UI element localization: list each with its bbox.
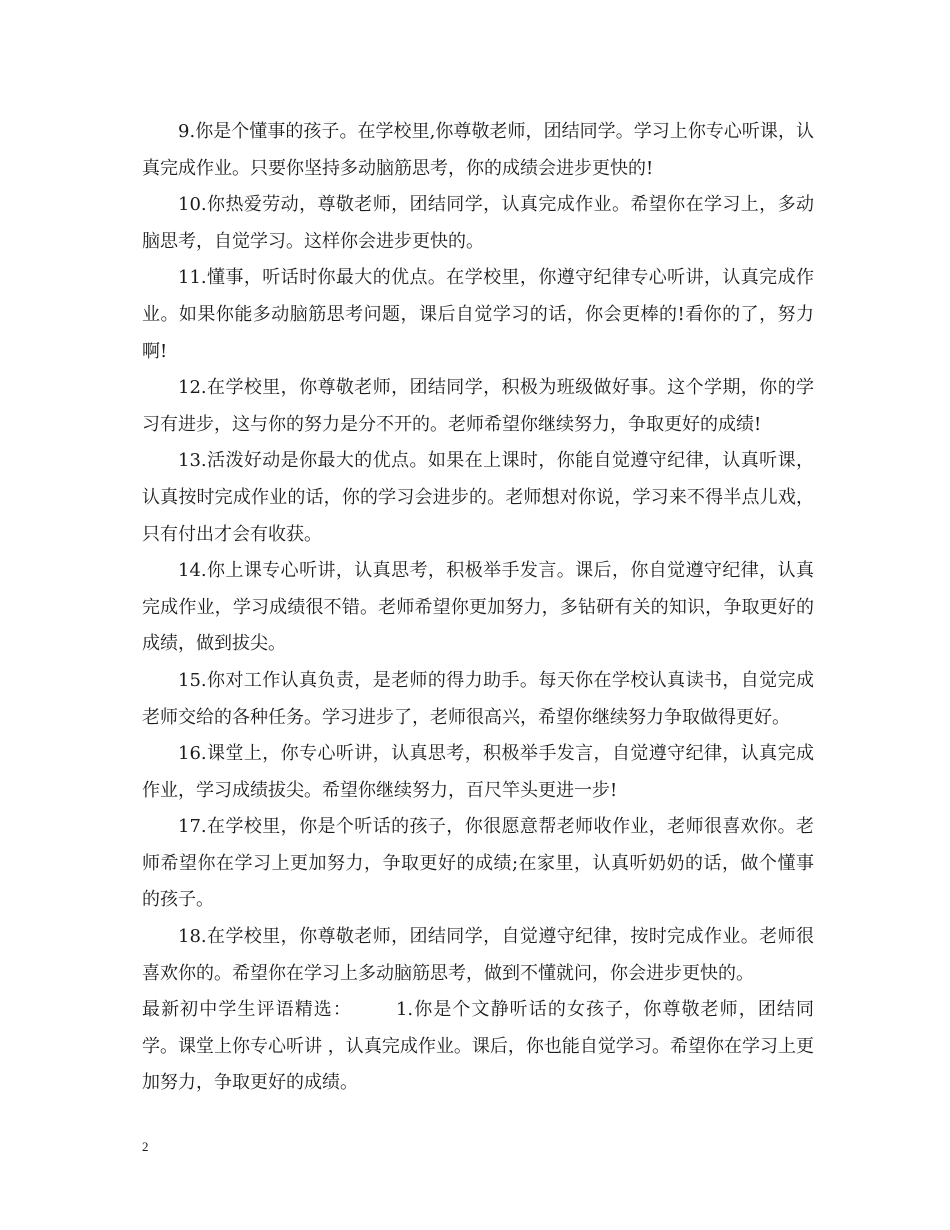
paragraph-number: 13. [178, 450, 207, 472]
paragraph-text: 在学校里，你尊敬老师，团结同学，自觉遵守纪律，按时完成作业。老师很喜欢你的。希望你在学习上多动脑筋思考，做到不懂就问，你会进步更快的。 [142, 926, 814, 984]
paragraph-text: 你对工作认真负责，是老师的得力助手。每天你在学校认真读书，自觉完成老师交给的各种任务。学习进步了，老师很高兴，希望你继续努力争取做得更好。 [142, 669, 814, 728]
paragraph-number: 17. [178, 816, 207, 838]
paragraph-number: 10. [178, 194, 207, 216]
paragraph-text: 你热爱劳动，尊敬老师，团结同学，认真完成作业。希望你在学习上，多动脑思考，自觉学习。这样你会进步更快的。 [142, 194, 814, 252]
paragraph-9 [142, 114, 814, 187]
paragraph-14 [142, 553, 814, 663]
paragraph-text: 在学校里，你是个听话的孩子，你很愿意帮老师收作业，老师很喜欢你。老师希望你在学习上更加努力，争取更好的成绩;在家里，认真听奶奶的话，做个懂事的孩子。 [142, 816, 814, 911]
paragraph-16 [142, 736, 814, 809]
paragraph-number: 16. [178, 743, 207, 765]
paragraph-text: 你是个懂事的孩子。在学校里,你尊敬老师，团结同学。学习上你专心听课，认真完成作业。只要你坚持多动脑筋思考，你的成绩会进步更快的! [142, 121, 814, 179]
paragraph-text: 你上课专心听讲，认真思考，积极举手发言。课后，你自觉遵守纪律，认真完成作业，学习成绩很不错。老师希望你更加努力，多钻研有关的知识，争取更好的成绩，做到拔尖。 [142, 560, 814, 655]
paragraph-12 [142, 370, 814, 443]
section-heading: 最新初中学生评语精选： [142, 999, 352, 1021]
paragraph-number: 15. [178, 669, 207, 691]
paragraph-10 [142, 187, 814, 260]
document-body [142, 114, 814, 1102]
paragraph-text: 懂事，听话时你最大的优点。在学校里，你遵守纪律专心听讲，认真完成作业。如果你能多动脑筋思考问题，课后自觉学习的话，你会更棒的!看你的了，努力啊! [142, 267, 814, 362]
final-paragraph [142, 992, 814, 1102]
paragraph-15 [142, 663, 814, 736]
paragraph-11 [142, 260, 814, 370]
paragraph-number: 18. [178, 926, 207, 948]
paragraph-number: 1. [395, 999, 414, 1021]
paragraph-13 [142, 443, 814, 553]
paragraph-17 [142, 809, 814, 919]
paragraph-18 [142, 919, 814, 992]
paragraph-text: 活泼好动是你最大的优点。如果在上课时，你能自觉遵守纪律，认真听课，认真按时完成作业的话，你的学习会进步的。老师想对你说，学习来不得半点儿戏，只有付出才会有收获。 [142, 450, 814, 545]
paragraph-number: 12. [178, 377, 207, 399]
paragraph-number: 11. [178, 267, 207, 289]
paragraph-text: 在学校里，你尊敬老师，团结同学，积极为班级做好事。这个学期，你的学习有进步，这与你的努力是分不开的。老师希望你继续努力，争取更好的成绩! [142, 377, 814, 435]
page-number: 2 [142, 1139, 149, 1154]
paragraph-number: 9. [178, 121, 196, 142]
paragraph-text: 课堂上，你专心听讲，认真思考，积极举手发言，自觉遵守纪律，认真完成作业，学习成绩拔尖。希望你继续努力，百尺竿头更进一步! [142, 743, 814, 801]
paragraph-text: 你是个文静听话的女孩子，你尊敬老师，团结同学。课堂上你专心听讲 ，认真完成作业。课后，你也能自觉学习。希望你在学习上更加努力，争取更好的成绩。 [142, 999, 814, 1094]
paragraph-number: 14. [178, 560, 207, 582]
